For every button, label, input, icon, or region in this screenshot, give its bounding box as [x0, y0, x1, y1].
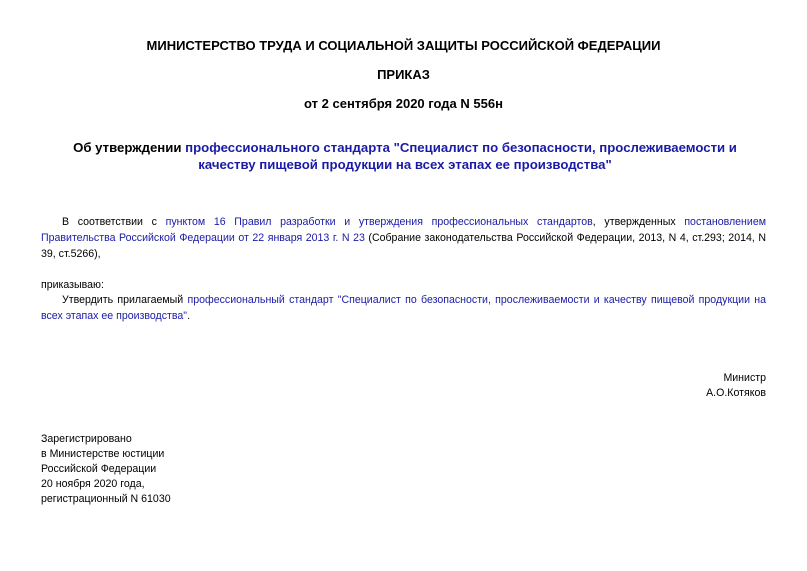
- para2-text-1: Утвердить прилагаемый: [62, 294, 188, 306]
- paragraph-approve: [41, 292, 766, 324]
- registration-line: 20 ноября 2020 года,: [41, 478, 145, 490]
- para2-text-2: .: [187, 310, 191, 322]
- subject-prefix: Об утверждении: [73, 140, 186, 155]
- paragraph-legal-basis: [41, 214, 766, 262]
- registration-line: в Министерстве юстиции: [41, 448, 165, 460]
- registration-line: регистрационный N 61030: [41, 493, 171, 505]
- signature-name: А.О.Котяков: [706, 387, 766, 399]
- subject-standard-link[interactable]: профессионального стандарта "Специалист по безопасности, прослеживаемости и качеству пищевой продукции на всех этапах ее производства": [185, 140, 737, 172]
- document-type: ПРИКАЗ: [377, 67, 430, 82]
- rules-point-16-link[interactable]: пунктом 16 Правил разработки и утверждения профессиональных стандартов: [165, 216, 593, 228]
- para1-text-1: В соответствии с: [62, 216, 166, 228]
- document-subject: [60, 139, 750, 173]
- government-decree-link[interactable]: постановлением Правительства Российской Федерации от 22 января 2013 г. N 23: [41, 216, 767, 244]
- document-date-number: от 2 сентября 2020 года N 556н: [304, 96, 503, 111]
- registration-block: [41, 432, 171, 507]
- signature-title: Министр: [723, 372, 766, 384]
- ministry-name: МИНИСТЕРСТВО ТРУДА И СОЦИАЛЬНОЙ ЗАЩИТЫ РОССИЙСКОЙ ФЕДЕРАЦИИ: [146, 38, 661, 53]
- professional-standard-link[interactable]: профессиональный стандарт "Специалист по безопасности, прослеживаемости и качеству пищевой продукции на всех этапах ее производства": [41, 294, 766, 322]
- registration-line: Зарегистрировано: [41, 433, 132, 445]
- signature-block: [706, 371, 766, 401]
- para1-text-3: (Собрание законодательства Российской Федерации, 2013, N 4, ст.293; 2014, N 39, ст.5266),: [41, 232, 766, 260]
- order-word: приказываю:: [41, 279, 104, 291]
- para1-text-2: , утвержденных: [592, 216, 685, 228]
- registration-line: Российской Федерации: [41, 463, 157, 475]
